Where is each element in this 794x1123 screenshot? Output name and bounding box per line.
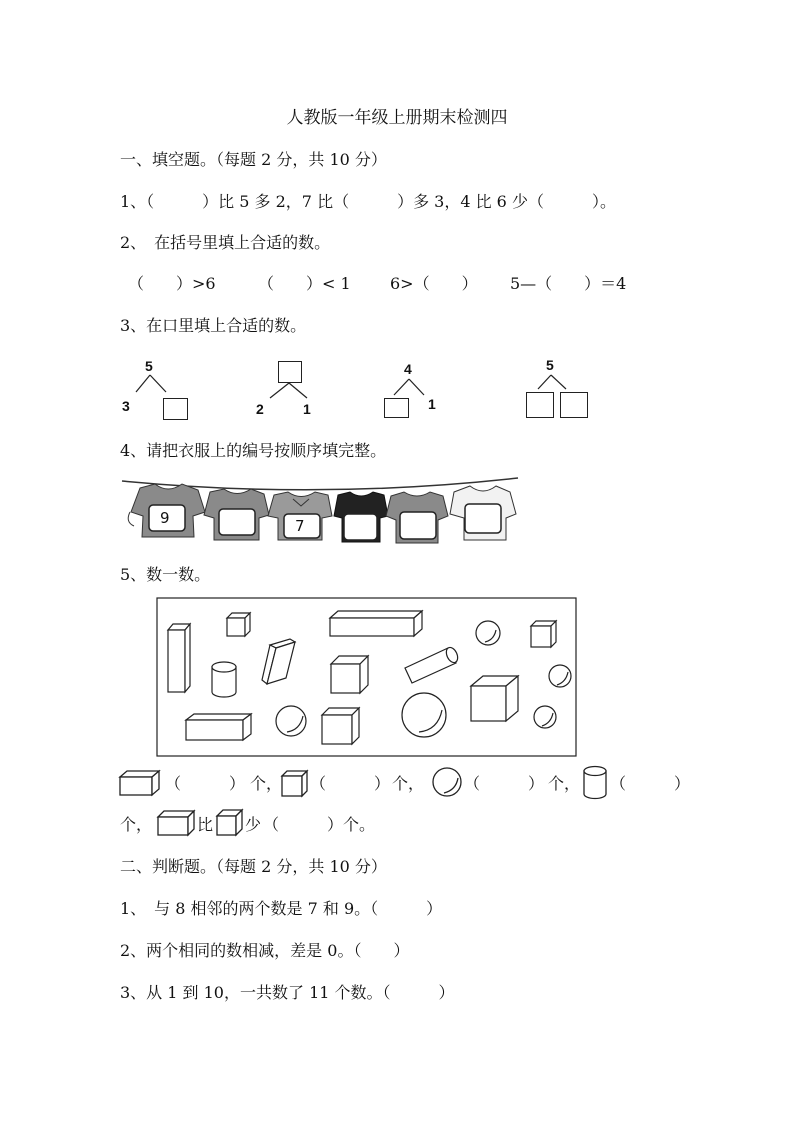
judge-item-2: 2、两个相同的数相减，差是 0。（ ） (120, 941, 410, 960)
compare-bi: 比 (197, 815, 214, 834)
section1-heading: 一、填空题。（每题 2 分，共 10 分） (120, 150, 387, 169)
tree4-top: 5 (546, 357, 554, 373)
page-title: 人教版一年级上册期末检测四 (286, 108, 508, 128)
question-5: 5、数一数。 (120, 565, 211, 584)
count-sphere-blank[interactable]: （ ） (464, 774, 545, 793)
tree2-left: 2 (256, 401, 264, 417)
question-4: 4、请把衣服上的编号按顺序填完整。 (120, 441, 387, 460)
tree3-right: 1 (428, 396, 436, 412)
q2-item-3: 6>（ ） (390, 274, 478, 293)
compare-shao: 少 (245, 815, 262, 834)
tree1-left: 3 (122, 398, 130, 414)
q2-item-4: 5—（ ）＝4 (510, 274, 627, 293)
count-cylinder-blank[interactable]: （ ） (610, 774, 691, 793)
q2-item-2: （ ）< 1 (258, 274, 351, 293)
question-3: 3、在口里填上合适的数。 (120, 316, 307, 335)
count-unit-3: 个， (548, 774, 581, 793)
question-1: 1、（ ）比 5 多 2，7 比（ ）多 3，4 比 6 少（ ）。 (120, 192, 616, 211)
count-unit-1: 个， (250, 774, 283, 793)
count-unit-5: 个。 (343, 815, 376, 834)
count-unit-4: 个， (120, 815, 153, 834)
shirt-3-number: 7 (295, 517, 305, 535)
count-cuboid-blank[interactable]: （ ） (165, 774, 246, 793)
tree3-top: 4 (404, 361, 412, 377)
section2-heading: 二、判断题。（每题 2 分，共 10 分） (120, 857, 387, 876)
judge-item-3: 3、从 1 到 10，一共数了 11 个数。（ ） (120, 983, 455, 1002)
compare-blank[interactable]: （ ） (263, 815, 344, 834)
tree2-right: 1 (303, 401, 311, 417)
shirt-1-number: 9 (160, 509, 170, 527)
tree1-top: 5 (145, 358, 153, 374)
judge-item-1: 1、 与 8 相邻的两个数是 7 和 9。（ ） (120, 899, 443, 918)
q2-item-1: （ ）>6 (128, 274, 216, 293)
count-cube-blank[interactable]: （ ） (310, 774, 391, 793)
question-2: 2、 在括号里填上合适的数。 (120, 233, 331, 252)
count-unit-2: 个， (392, 774, 425, 793)
